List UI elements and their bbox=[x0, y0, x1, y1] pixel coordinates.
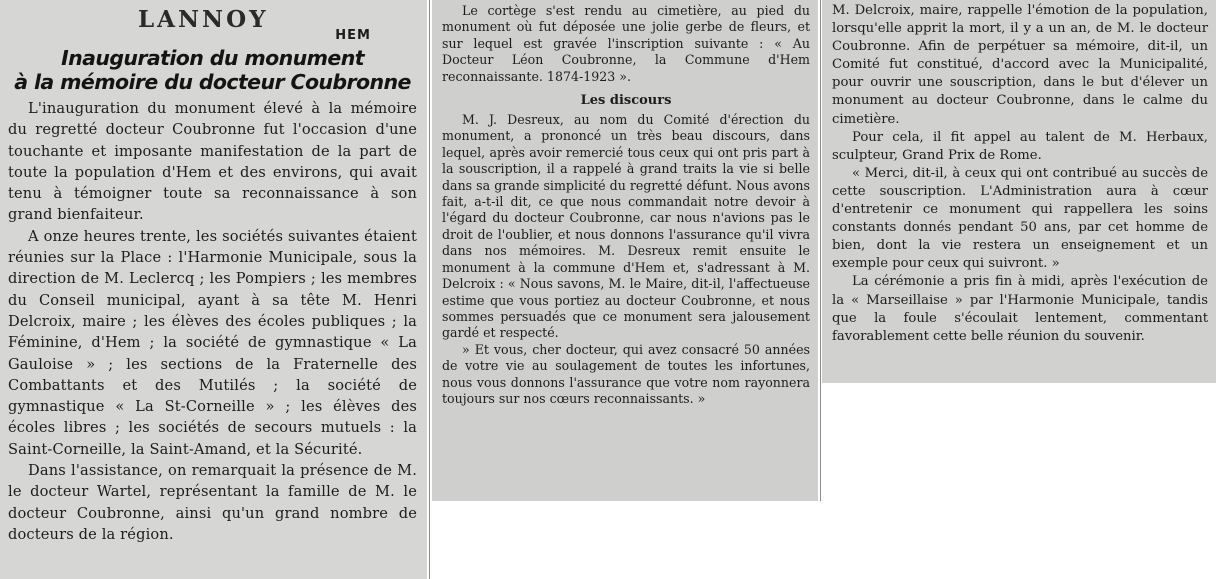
paragraph: La cérémonie a pris fin à midi, après l'exécution de la « Marseillaise » par l'Harmonie Municipale, tandis que la foule s'écoulait lentement, commentant favorablement cette belle réunion du souvenir. bbox=[832, 274, 1208, 344]
article-column-2 bbox=[432, 0, 818, 501]
paragraph: M. J. Desreux, au nom du Comité d'érection du monument, a prononcé un très beau discours, dans lequel, après avoir remercié tous ceux qui ont pris part à la souscription, il a rappelé à grand traits la vie si belle dans sa grande simplicité du regretté défunt. Nous avons fait, a-t-il dit, ce que nous commandait notre devoir à l'égard du docteur Coubronne, car nous n'avions pas le droit de l'oublier, et nous donnons l'assurance qu'il vivra dans nos mémoires. M. Desreux remit ensuite le monument à la commune d'Hem et, s'adressant à M. Delcroix : « Nous savons, M. le Maire, dit-il, l'affectueuse estime que vous portiez au docteur Coubronne, et nous sommes persuadés que ce monument sera jalousement gardé et respecté. bbox=[442, 112, 810, 341]
town-name: LANNOY bbox=[138, 6, 269, 33]
paragraph: Le cortège s'est rendu au cimetière, au pied du monument où fut déposée une jolie gerbe de fleurs, et sur lequel est gravée l'inscription suivante : « Au Docteur Léon Coubronne, la Commune d'Hem reconnaissante. 1874-1923 ». bbox=[442, 3, 810, 84]
paragraph: A onze heures trente, les sociétés suivantes étaient réunies sur la Place : l'Harmonie Municipale, sous la direction de M. Leclercq ; les Pompiers ; les membres du Conseil municipal, ayant à sa tête M. Henri Delcroix, maire ; les élèves des écoles publiques ; la Féminine, d'Hem ; la société de gymnastique « La Gauloise » ; les sections de la Fraternelle des Combattants et des Mutilés ; la société de gymnastique « La St-Corneille » ; les élèves des écoles libres ; les sociétés de secours mutuels : la Saint-Corneille, la Saint-Amand, et la Sécurité. bbox=[8, 227, 417, 458]
headline-line-1: Inauguration du monument bbox=[61, 46, 364, 70]
section-subheading: Les discours bbox=[580, 93, 672, 109]
article-column-1 bbox=[0, 0, 427, 579]
paragraph: Dans l'assistance, on remarquait la présence de M. le docteur Wartel, représentant la famille de M. le docteur Coubronne, ainsi qu'un grand nombre de docteurs de la région. bbox=[8, 462, 417, 543]
article-column-3 bbox=[822, 0, 1216, 383]
town-subtitle: HEM bbox=[335, 28, 371, 43]
paragraph: « Merci, dit-il, à ceux qui ont contribué au succès de cette souscription. L'Administration aura à cœur d'entretenir ce monument qui rappellera les soins constants donnés pendant 50 ans, par cet homme de bien, dont la vie restera un enseignement et un exemple pour ceux qui suivront. » bbox=[832, 165, 1208, 272]
paragraph: Pour cela, il fit appel au talent de M. Herbaux, sculpteur, Grand Prix de Rome. bbox=[832, 129, 1208, 163]
paragraph: » Et vous, cher docteur, qui avez consacré 50 années de votre vie au soulagement de toutes les infortunes, nous vous donnons l'assurance que votre nom rayonnera toujours sur nos cœurs reconnaissants. » bbox=[442, 341, 810, 406]
paragraph: L'inauguration du monument élevé à la mémoire du regretté docteur Coubronne fut l'occasion d'une touchante et imposante manifestation de la part de toute la population d'Hem et des environs, qui avait tenu à témoigner toute sa reconnaissance à son grand bienfaiteur. bbox=[8, 100, 417, 224]
column-divider bbox=[429, 0, 430, 579]
headline-line-2: à la mémoire du docteur Coubronne bbox=[14, 70, 411, 94]
article-headline bbox=[8, 46, 417, 94]
article-header bbox=[8, 4, 417, 43]
column-divider bbox=[820, 0, 821, 501]
paragraph: M. Delcroix, maire, rappelle l'émotion de la population, lorsqu'elle apprit la mort, il y a un an, de M. le docteur Coubronne. Afin de perpétuer sa mémoire, dit-il, un Comité fut constitué, d'accord avec la Municipalité, pour ouvrir une souscription, dans le but d'élever un monument au docteur Coubronne, dans le calme du cimetière. bbox=[832, 3, 1208, 127]
